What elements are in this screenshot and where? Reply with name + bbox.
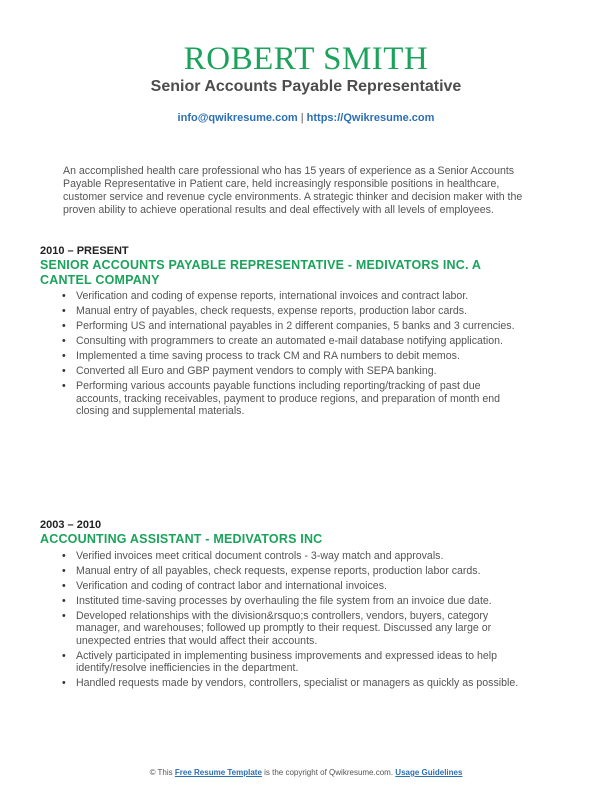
job-bullet: • Verification and coding of expense reports, international invoices and contract labor. (62, 290, 469, 302)
website-link[interactable]: https://Qwikresume.com (306, 112, 435, 124)
job-bullet: • Developed relationships with the division&rsquo;s controllers, vendors, buyers, category manager, and warehouses; followed up promptly to their request. Discussed any large or unexpected entries that would affect their accounts. (62, 609, 492, 647)
bullet-glyph: • (62, 320, 66, 332)
job-bullet: • Implemented a time saving process to track CM and RA numbers to debit memos. (62, 350, 460, 362)
job-bullet: • Verified invoices meet critical document controls - 3-way match and approvals. (62, 549, 444, 562)
contact-separator: | (300, 112, 304, 124)
job-bullet: • Converted all Euro and GBP payment vendors to comply with SEPA banking. (62, 365, 437, 377)
job-bullet: • Manual entry of all payables, check requests, expense reports, production labor cards. (62, 564, 481, 577)
bullet-glyph: • (62, 609, 66, 622)
job-bullet-list (40, 550, 525, 690)
bullet-glyph: • (62, 549, 66, 562)
email-link[interactable]: info@qwikresume.com (177, 112, 298, 124)
job-bullet-list (40, 290, 525, 418)
job-title: SENIOR ACCOUNTS PAYABLE REPRESENTATIVE - MEDIVATORS INC. A CANTEL COMPANY (40, 258, 481, 287)
footer-prefix: © This (149, 768, 173, 777)
job-bullet: • Performing US and international payables in 2 different companies, 5 banks and 3 currencies. (62, 320, 515, 332)
bullet-glyph: • (62, 305, 66, 317)
usage-guidelines-link[interactable]: Usage Guidelines (395, 768, 463, 777)
summary-paragraph: An accomplished health care professional who has 15 years of experience as a Senior Accounts Payable Representative in Patient care, held increasingly responsible positions in healthcare, customer service and revenue cycle environments. A strategic thinker and decision maker with the proven ability to achieve operational results and deal effectively with all levels of employees. (63, 165, 523, 216)
job-bullet: • Handled requests made by vendors, controllers, specialist or managers as quickly as possible. (62, 677, 519, 689)
job-title: ACCOUNTING ASSISTANT - MEDIVATORS INC (40, 532, 323, 546)
contact-line (0, 111, 612, 125)
bullet-glyph: • (62, 677, 66, 689)
footer-copyright: is the copyright of Qwikresume.com. (264, 768, 394, 777)
job-bullet: • Actively participated in implementing business improvements and expressed ideas to help identify/resolve inefficiencies in the department. (62, 649, 498, 674)
bullet-glyph: • (62, 649, 66, 662)
bullet-glyph: • (62, 564, 66, 577)
bullet-glyph: • (62, 579, 66, 592)
job-bullet: • Manual entry of payables, check requests, expense reports, production labor cards. (62, 305, 468, 317)
bullet-glyph: • (62, 594, 66, 607)
experience-entry-2 (40, 519, 525, 692)
footer (0, 768, 612, 778)
job-bullet: • Performing various accounts payable functions including reporting/tracking of past due accounts, tracking receivables, payment to produce regions, and preparation of month end closing and supplemental materials. (62, 380, 501, 417)
job-dates: 2010 – PRESENT (40, 245, 129, 257)
job-dates: 2003 – 2010 (40, 519, 102, 531)
bullet-glyph: • (62, 335, 66, 347)
bullet-glyph: • (62, 350, 66, 362)
bullet-glyph: • (62, 365, 66, 377)
candidate-name: ROBERT SMITH (183, 41, 429, 77)
bullet-glyph: • (62, 380, 66, 392)
bullet-glyph: • (62, 290, 66, 302)
candidate-title: Senior Accounts Payable Representative (150, 78, 462, 95)
job-bullet: • Verification and coding of contract labor and international invoices. (62, 579, 387, 592)
job-bullet: • Consulting with programmers to create an automated e-mail database notifying application. (62, 335, 503, 347)
free-resume-template-link[interactable]: Free Resume Template (174, 768, 262, 777)
job-bullet: • Instituted time-saving processes by overhauling the file system from an invoice due date. (62, 594, 492, 607)
experience-entry-1 (40, 245, 525, 420)
